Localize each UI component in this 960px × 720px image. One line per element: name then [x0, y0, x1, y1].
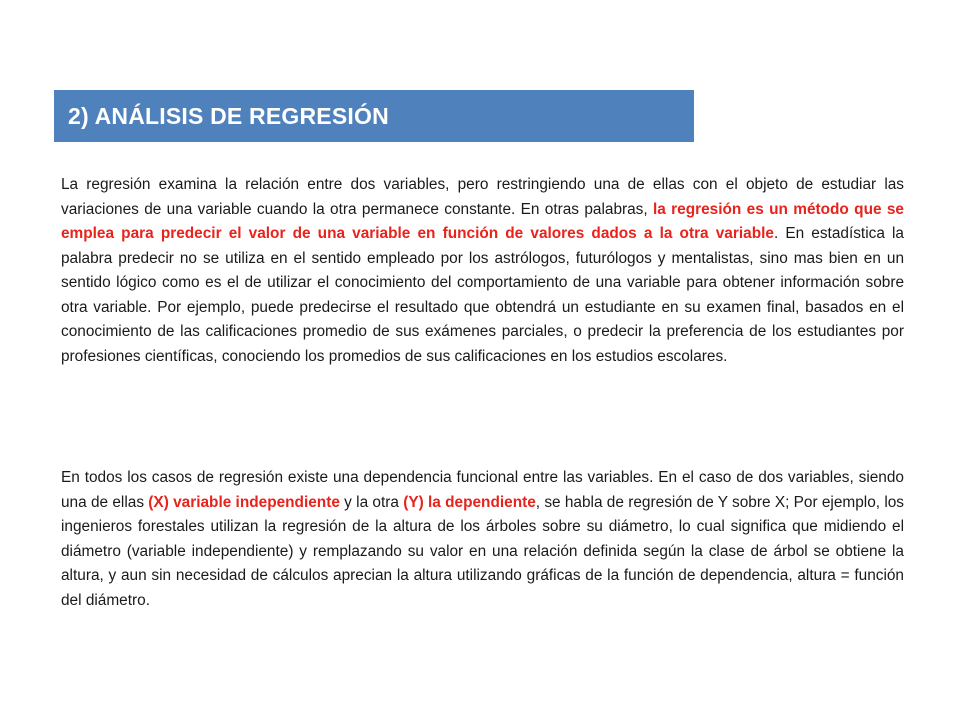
regression-definition-highlight: la regresión es un método que se emplea para predecir el valor de una variable en función de valores dados a la otra variable — [61, 200, 904, 242]
independent-variable-highlight: (X) variable independiente — [148, 493, 340, 511]
page-title: 2) ANÁLISIS DE REGRESIÓN — [68, 102, 389, 129]
paragraph2-rest-text: , se habla de regresión de Y sobre X; Por ejemplo, los ingenieros forestales utilizan la regresión de la altura de los árboles sobre su diámetro, lo cual significa que midiendo el diámetro (variable independiente) y remplazando su valor en una relación definida según la clase de árbol se obtiene la altura, y aun sin necesidad de cálculos aprecian la altura utilizando gráficas de la función de dependencia, altura = función del diámetro. — [61, 493, 904, 609]
title-banner — [54, 90, 694, 142]
paragraph2-middle-text: y la otra — [339, 493, 404, 511]
paragraph2-intro-text: En todos los casos de regresión existe una dependencia funcional entre las variables. En el caso de dos variables, siendo una de ellas — [61, 469, 904, 511]
dependent-variable-highlight: (Y) la dependiente — [403, 493, 536, 511]
paragraph-regression-definition — [61, 173, 904, 369]
paragraph1-intro-text: La regresión examina la relación entre dos variables, pero restringiendo una de ellas con el objeto de estudiar las variaciones de una variable cuando la otra permanece constante. En otras palabras, — [61, 176, 904, 218]
paragraph-functional-dependence — [61, 466, 904, 613]
paragraph1-rest-text: . En estadística la palabra predecir no se utiliza en el sentido empleado por los astrólogos, futurólogos y mentalistas, sino mas bien en un sentido lógico como es el de utilizar el conocimiento del comportamiento de una variable para obtener información sobre otra variable. Por ejemplo, puede predecirse el resultado que obtendrá un estudiante en su examen final, basados en el conocimiento de las calificaciones promedio de sus exámenes parciales, o predecir la preferencia de los estudiantes por profesiones científicas, conociendo los promedios de sus calificaciones en los estudios escolares. — [61, 225, 904, 365]
